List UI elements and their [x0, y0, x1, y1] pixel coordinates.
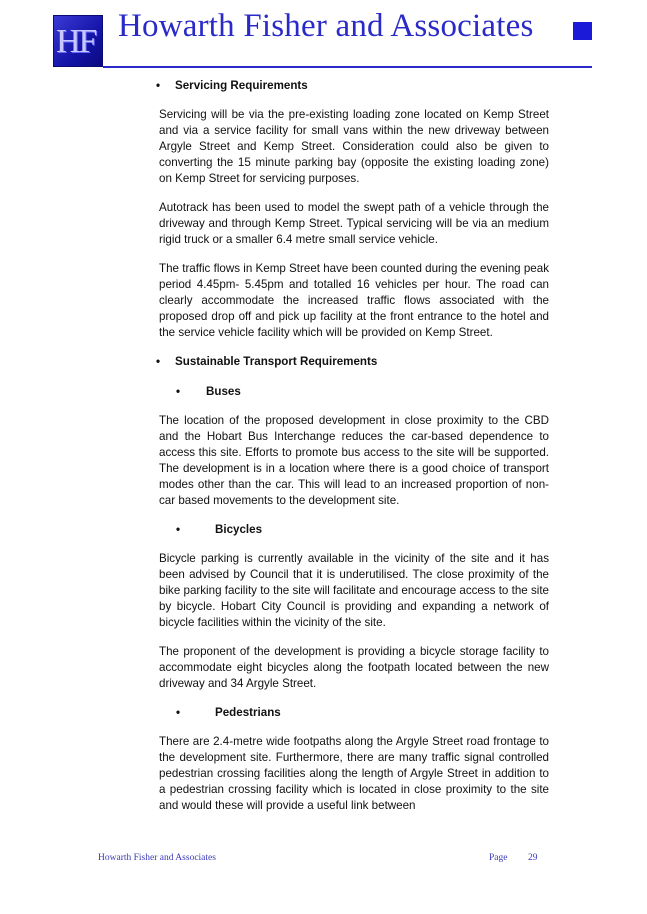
- bullet-icon: •: [156, 355, 161, 368]
- bullet-icon: •: [176, 385, 181, 398]
- pedestrians-paragraph-1: There are 2.4-metre wide footpaths along the Argyle Street road frontage to the development site. Furthermore, there are many traffic signal controlled pedestrian crossing facilities along the length of Argyle Street in addition to a pedestrian crossing facility which is located in close proximity to the site and would these will provide a useful link between: [159, 735, 549, 812]
- bullet-icon: •: [176, 523, 181, 536]
- logo-text: HF: [56, 23, 96, 60]
- header-square-icon: [573, 22, 592, 40]
- header-title: Howarth Fisher and Associates: [118, 8, 534, 44]
- servicing-paragraph-2: Autotrack has been used to model the swept path of a vehicle through the driveway and through Kemp Street. Typical servicing will be via an medium rigid truck or a smaller 6.4 metre small service vehicle.: [159, 201, 549, 246]
- company-logo: [53, 15, 103, 67]
- heading-servicing: • Servicing Requirements: [156, 79, 308, 92]
- footer-page-number: 29: [528, 853, 538, 863]
- bicycles-paragraph-2: The proponent of the development is providing a bicycle storage facility to accommodate eight bicycles along the footpath located between the new driveway and 34 Argyle Street.: [159, 645, 549, 690]
- heading-pedestrians: • Pedestrians: [176, 706, 281, 719]
- bullet-icon: •: [176, 706, 181, 719]
- header-divider: [103, 66, 592, 68]
- heading-sustainable-transport: • Sustainable Transport Requirements: [156, 355, 378, 368]
- buses-paragraph-1: The location of the proposed development in close proximity to the CBD and the Hobart Bus Interchange reduces the car-based dependence to access this site. Efforts to promote bus access to the site will be supported. The development is in a location where there is a good choice of transport modes other than the car. This will lead to an increased proportion of non-car based movements to the development site.: [159, 414, 549, 507]
- footer-page-label: Page: [489, 853, 508, 863]
- bullet-icon: •: [156, 79, 161, 92]
- footer-company: Howarth Fisher and Associates: [98, 853, 216, 863]
- servicing-paragraph-1: Servicing will be via the pre-existing loading zone located on Kemp Street and via a service facility for small vans within the new driveway between Argyle Street and Kemp Street. Consideration could also be given to converting the 15 minute parking bay (opposite the existing loading zone) on Kemp Street for servicing purposes.: [159, 108, 549, 185]
- heading-buses: • Buses: [176, 385, 241, 398]
- heading-bicycles: • Bicycles: [176, 523, 263, 536]
- bicycles-paragraph-1: Bicycle parking is currently available in the vicinity of the site and it has been advised by Council that it is underutilised. The close proximity of the bike parking facility to the site will facilitate and encourage access to the site by bicycle. Hobart City Council is providing and expanding a network of bicycle facilities within the vicinity of the site.: [159, 552, 549, 629]
- servicing-paragraph-3: The traffic flows in Kemp Street have been counted during the evening peak period 4.45pm- 5.45pm and totalled 16 vehicles per hour. The road can clearly accommodate the increased traffic flows associated with the proposed drop off and pick up facility at the front entrance to the hotel and the service vehicle facility which will be provided on Kemp Street.: [159, 262, 549, 339]
- document-body: [156, 78, 549, 814]
